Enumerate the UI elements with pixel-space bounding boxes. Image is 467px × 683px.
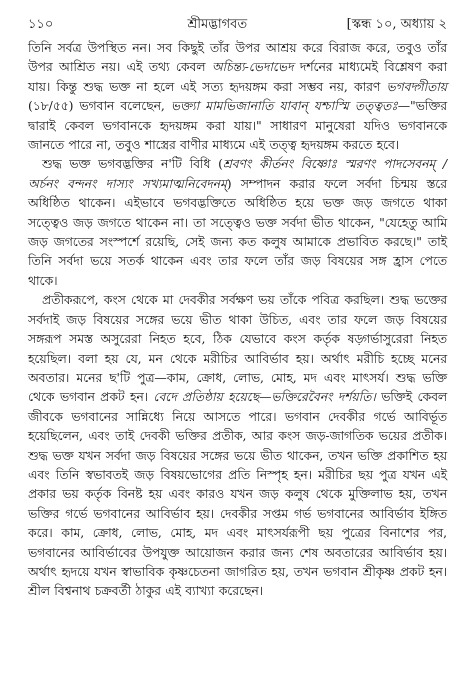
- text-span: শুদ্ধ ভক্ত ভগবদ্ভক্তির ন'টি বিধি (: [42, 156, 223, 172]
- canto-chapter-label: [স্কন্ধ ১০, অধ্যায় ২: [346, 17, 447, 32]
- book-title: শ্রীমদ্ভাগবত: [187, 17, 248, 32]
- italic-verse: বেদে প্রতিষ্ঠায় হয়েছে—ভক্তিরেবৈনং দর্শয়তি।: [153, 389, 376, 405]
- italic-term: অচিন্ত্য-ভেদাভেদ: [211, 59, 294, 75]
- text-span: —"ভক্তির দ্বারাই কেবল ভগবানকে হৃদয়ঙ্গম করা যায়।" সাধারণ মানুষেরা যদিও ভগবানকে জানতে পারে না, তবুও শাস্ত্রের বাণীর মাধ্যমে এই তত্ত্ব হৃদয়ঙ্গম করতে হবে।: [28, 98, 447, 153]
- paragraph-3: [28, 290, 447, 601]
- text-span: ) সম্পাদন করার ফলে সর্বদা চিন্ময় স্তরে অধিষ্ঠিত থাকেন। এইভাবে ভগবদ্ভক্তিতে অধিষ্ঠিত হয়ে ভক্ত জড় জগতে থাকা সত্ত্বেও জড় জগতে থাকেন না। তা সত্ত্বেও ভক্ত সর্বদা ভীত থাকেন, "যেহেতু আমি জড় জগতের সংস্পর্শে রয়েছি, সেই জন্য কত কলুষ আমাকে প্রভাবিত করছে।" তাই তিনি সর্বদা ভয়ে সতর্ক থাকেন এবং তার ফলে তাঁর জড় বিষয়ের সঙ্গ হ্রাস পেতে থাকে।: [28, 175, 448, 288]
- italic-term: ভগবদ্গীতায়: [386, 78, 447, 94]
- text-span: প্রতীকরূপে, কংস থেকে মা দেবকীর সর্বক্ষণ ভয় তাঁকে পবিত্র করছিল। শুদ্ধ ভক্তের সর্বদাই জড় বিষয়ের সঙ্গের ভয়ে ভীত থাকা উচিত, এবং তার ফলে জড় বিষয়ের সঙ্গরূপ সমস্ত অসুরেরা নিহত হবে, ঠিক যেভাবে কংস কর্তৃক ষড়্গর্ভাসুরেরা নিহত হয়েছিল। বলা হয় যে, মন থেকে মরীচির আবির্ভাব হয়। অর্থাৎ মরীচি হচ্ছে মনের অবতার। মনের ছ'টি পুত্র—কাম, ক্রোধ, লোভ, মোহ, মদ এবং মাৎসর্য। শুদ্ধ ভক্তি থেকে ভগবান প্রকট হন।: [28, 292, 447, 405]
- page-number: ১১০: [28, 17, 54, 32]
- text-span: দর্শনের মাধ্যমেই বিশ্লেষণ করা যায়। কিন্তু শুদ্ধ ভক্ত না হলে এই সত্য হৃদয়ঙ্গম করা সম্ভব নয়, কারণ: [28, 59, 447, 94]
- italic-verse: শ্রবণং কীর্তনং বিষ্ণোঃ স্মরণং পাদসেবনম্ / অর্চনং বন্দনং দাস্যং সখ্যমাত্মনিবেদনম্: [28, 156, 448, 191]
- italic-verse: ভক্ত্যা মামভিজানাতি যাবান্ যশ্চাস্মি তত্ত্বতঃ: [170, 98, 398, 114]
- paragraph-2: [28, 154, 447, 290]
- purport-text: [28, 38, 447, 601]
- text-span: তিনি সর্বত্র উপস্থিত নন। সব কিছুই তাঁর উপর আশ্রয় করে বিরাজ করে, তবুও তাঁর উপর আশ্রিত নয়। এই তথ্য কেবল: [28, 40, 447, 75]
- text-span: ভক্তিই কেবল জীবকে ভগবানের সান্নিধ্যে নিয়ে আসতে পারে। ভগবান দেবকীর গর্ভে আবির্ভূত হয়েছিলেন, এবং তাই দেবকী ভক্তির প্রতীক, আর কংস জড়-জাগতিক ভয়ের প্রতীক। শুদ্ধ ভক্ত যখন সর্বদা জড় বিষয়ের সঙ্গের ভয়ে ভীত থাকেন, তখন ভক্তি প্রকাশিত হয় এবং তিনি স্বভাবতই জড় বিষয়ভোগের প্রতি নিস্পৃহ হন। মরীচির ছয় পুত্র যখন এই প্রকার ভয় কর্তৃক বিনষ্ট হয় এবং কারও যখন জড় কলুষ থেকে মুক্তিলাভ হয়, তখন ভক্তির গর্ভে ভগবানের আবির্ভাব হয়। দেবকীর সপ্তম গর্ভ ভগবানের আবির্ভাব ইঙ্গিত করে। কাম, ক্রোধ, লোভ, মোহ, মদ এবং মাৎসর্যরূপী ছয় পুত্রের বিনাশের পর, ভগবানের আবির্ভাবের উপযুক্ত আয়োজন করার জন্য শেষ অবতারের আবির্ভাব হয়। অর্থাৎ হৃদয়ে যখন স্বাভাবিক কৃষ্ণচেতনা জাগরিত হয়, তখন ভগবান শ্রীকৃষ্ণ প্রকট হন। শ্রীল বিশ্বনাথ চক্রবর্তী ঠাকুর এই ব্যাখ্যা করেছেন।: [28, 389, 447, 599]
- paragraph-1: [28, 38, 447, 154]
- text-span: (১৮/৫৫) ভগবান বলেছেন,: [28, 98, 171, 114]
- running-header: [28, 14, 447, 36]
